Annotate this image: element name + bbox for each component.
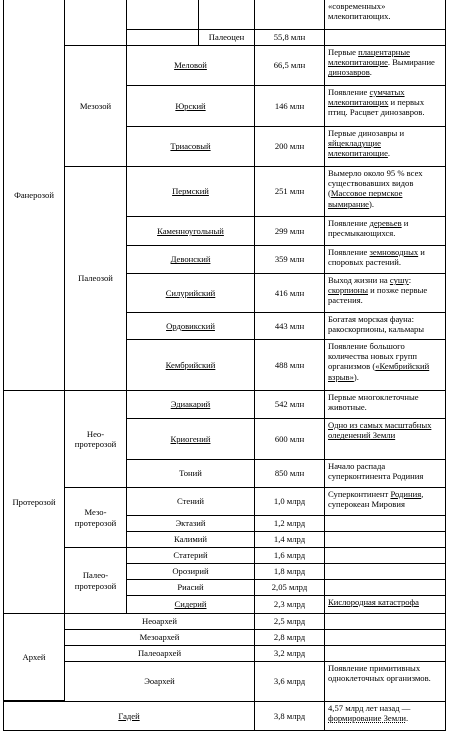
age-cell bbox=[254, 531, 324, 547]
description-cell bbox=[324, 595, 446, 613]
description-text bbox=[328, 275, 443, 306]
description-fragment: Массовое пермское вымирание bbox=[328, 188, 403, 209]
description-fragment: Появление примитивных одноклеточных организмов. bbox=[328, 663, 431, 684]
age-cell bbox=[254, 613, 324, 629]
description-text bbox=[328, 47, 443, 78]
era-cell bbox=[64, 45, 126, 166]
age-cell bbox=[254, 85, 324, 126]
description-fragment: Одно из самых масштабных bbox=[328, 420, 432, 430]
age-value: 443 млн bbox=[274, 320, 305, 331]
description-text bbox=[328, 314, 443, 334]
system-cell bbox=[126, 487, 254, 515]
age-value: 359 млн bbox=[274, 254, 305, 265]
description-cell bbox=[324, 166, 446, 216]
age-cell bbox=[254, 0, 324, 29]
description-cell bbox=[324, 645, 446, 661]
description-fragment: деревьев bbox=[369, 218, 402, 228]
eon-cell bbox=[3, 0, 64, 390]
age-cell bbox=[254, 339, 324, 390]
description-fragment: Кислородная катастрофа bbox=[328, 597, 419, 607]
description-cell bbox=[324, 547, 446, 563]
age-cell bbox=[254, 245, 324, 273]
description-text bbox=[328, 663, 443, 683]
era-label: Мезозой bbox=[79, 100, 112, 111]
system-label: Юрский bbox=[175, 100, 206, 111]
system-label: Неоархей bbox=[142, 616, 177, 627]
age-value: 299 млн bbox=[274, 225, 305, 236]
era-label: Нео- протерозой bbox=[74, 428, 117, 449]
age-value: 3,8 млрд bbox=[273, 710, 306, 721]
description-fragment: скорпионы bbox=[328, 285, 369, 296]
system-cell bbox=[3, 701, 254, 731]
eon-label: Протерозой bbox=[12, 496, 56, 507]
description-cell bbox=[324, 216, 446, 245]
system-label: Эктазий bbox=[175, 518, 206, 529]
description-fragment: оледенений bbox=[328, 430, 371, 441]
system-label: Кембрийский bbox=[165, 359, 216, 370]
description-cell bbox=[324, 0, 446, 29]
age-cell bbox=[254, 29, 324, 45]
system-cell bbox=[64, 645, 254, 661]
age-value: 146 млн bbox=[274, 100, 305, 111]
system-label: Триасовый bbox=[170, 141, 211, 152]
system-label: Пермский bbox=[172, 186, 209, 197]
description-text bbox=[328, 168, 443, 209]
era-label: Палеозой bbox=[78, 273, 113, 284]
description-fragment: яйцекладущие млекопитающие bbox=[328, 138, 388, 159]
age-value: 1,6 млрд bbox=[273, 550, 306, 561]
description-text bbox=[328, 341, 443, 382]
description-fragment: ). bbox=[369, 198, 375, 209]
age-cell bbox=[254, 418, 324, 459]
description-text bbox=[328, 461, 443, 481]
description-text bbox=[328, 87, 443, 118]
system-cell bbox=[126, 547, 254, 563]
description-fragment: Земли bbox=[370, 430, 396, 441]
eon-label: Фанерозой bbox=[14, 189, 54, 200]
age-value: 2,8 млрд bbox=[273, 632, 306, 643]
age-cell bbox=[254, 595, 324, 613]
system-cell bbox=[126, 166, 254, 216]
age-value: 1,8 млрд bbox=[273, 566, 306, 577]
description-fragment: Первые многоклеточные животные. bbox=[328, 392, 419, 413]
age-value: 1,0 млрд bbox=[273, 496, 306, 507]
description-cell bbox=[324, 339, 446, 390]
description-cell bbox=[324, 487, 446, 515]
age-value: 200 млн bbox=[274, 141, 305, 152]
eon-cell bbox=[3, 613, 64, 701]
eon-label: Архей bbox=[22, 651, 46, 662]
system-cell bbox=[64, 629, 254, 645]
epoch-cell bbox=[126, 0, 198, 29]
description-text bbox=[328, 597, 419, 607]
description-text bbox=[328, 128, 443, 159]
description-fragment: формирование Земли bbox=[328, 713, 407, 724]
age-cell bbox=[254, 312, 324, 339]
description-cell bbox=[324, 45, 446, 85]
age-cell bbox=[254, 563, 324, 579]
description-text bbox=[328, 489, 443, 509]
age-cell bbox=[254, 645, 324, 661]
system-cell bbox=[64, 613, 254, 629]
system-label: Палеоархей bbox=[137, 648, 182, 659]
age-cell bbox=[254, 515, 324, 531]
description-fragment: динозавров bbox=[328, 67, 370, 78]
age-value: 488 млн bbox=[274, 359, 305, 370]
age-value: 2,05 млрд bbox=[271, 582, 308, 593]
age-cell bbox=[254, 701, 324, 731]
system-label: Тоний bbox=[179, 468, 202, 479]
era-cell bbox=[64, 487, 126, 547]
system-cell bbox=[126, 245, 254, 273]
age-cell bbox=[254, 216, 324, 245]
description-text bbox=[328, 420, 443, 440]
system-label: Сидерий bbox=[174, 599, 207, 610]
age-value: 2,3 млрд bbox=[273, 599, 306, 610]
system-cell bbox=[126, 273, 254, 312]
description-fragment: земноводных bbox=[369, 247, 419, 257]
description-cell bbox=[324, 613, 446, 629]
description-cell bbox=[324, 312, 446, 339]
description-cell bbox=[324, 661, 446, 701]
description-cell bbox=[324, 531, 446, 547]
description-cell bbox=[324, 418, 446, 459]
age-cell bbox=[254, 126, 324, 166]
description-cell bbox=[324, 85, 446, 126]
system-label: Силурийский bbox=[165, 287, 216, 298]
description-fragment: и первых птиц. Расцвет динозавров. bbox=[328, 97, 425, 118]
age-value: 850 млн bbox=[274, 468, 305, 479]
system-cell bbox=[126, 515, 254, 531]
system-label: Каменноугольный bbox=[157, 225, 224, 236]
system-cell bbox=[126, 595, 254, 613]
age-cell bbox=[254, 390, 324, 418]
era-label: Мезо- протерозой bbox=[74, 507, 117, 528]
system-label: Эдиакарий bbox=[170, 399, 211, 410]
description-fragment: и споровых растений. bbox=[328, 247, 425, 268]
era-cell bbox=[64, 547, 126, 613]
description-fragment: Первые bbox=[328, 47, 359, 57]
system-cell bbox=[126, 339, 254, 390]
description-cell bbox=[324, 245, 446, 273]
eon-cell bbox=[3, 390, 64, 613]
age-cell bbox=[254, 487, 324, 515]
system-cell bbox=[64, 661, 254, 701]
system-label: Мезоархей bbox=[139, 632, 180, 643]
age-cell bbox=[254, 661, 324, 701]
system-cell bbox=[126, 312, 254, 339]
description-fragment: Появление bbox=[328, 218, 370, 228]
description-fragment: Появление bbox=[328, 247, 370, 257]
age-value: 1,4 млрд bbox=[273, 534, 306, 545]
system-cell bbox=[126, 390, 254, 418]
age-value: 3,6 млрд bbox=[273, 676, 306, 687]
description-fragment: Вымерло около 95 % всех существовавших видов ( bbox=[328, 168, 423, 199]
description-cell bbox=[324, 459, 446, 487]
system-cell bbox=[198, 29, 254, 45]
description-text bbox=[328, 218, 443, 238]
description-text bbox=[328, 703, 443, 723]
description-fragment: Первые динозавры и bbox=[328, 128, 405, 138]
description-fragment: . bbox=[369, 67, 372, 78]
system-label: Девонский bbox=[170, 254, 211, 265]
description-cell bbox=[324, 629, 446, 645]
epoch-cell bbox=[126, 29, 198, 45]
age-cell bbox=[254, 547, 324, 563]
system-cell bbox=[126, 459, 254, 487]
system-cell bbox=[126, 216, 254, 245]
system-cell bbox=[126, 418, 254, 459]
system-label: Риасий bbox=[177, 582, 204, 593]
system-cell bbox=[126, 45, 254, 85]
description-fragment: и позже первые растения. bbox=[328, 285, 428, 306]
era-cell bbox=[64, 390, 126, 487]
description-cell bbox=[324, 29, 446, 45]
system-label: Орозирий bbox=[172, 566, 209, 577]
description-fragment: Появление большого количества новых групп организмов ( bbox=[328, 341, 418, 372]
system-cell bbox=[126, 563, 254, 579]
age-cell bbox=[254, 579, 324, 595]
description-fragment: и пресмыкающихся. bbox=[328, 218, 409, 239]
description-fragment: Выход жизни на bbox=[328, 275, 390, 285]
age-value: 251 млн bbox=[274, 186, 305, 197]
description-fragment: 4,57 млрд лет назад — bbox=[328, 703, 411, 713]
system-cell bbox=[126, 531, 254, 547]
description-fragment: . Вымирание bbox=[387, 57, 435, 68]
age-cell bbox=[254, 273, 324, 312]
description-cell bbox=[324, 701, 446, 731]
description-fragment: «Кембрийский взрыв» bbox=[328, 361, 430, 382]
description-cell bbox=[324, 563, 446, 579]
age-value: 3,2 млрд bbox=[273, 648, 306, 659]
era-cell bbox=[64, 0, 126, 45]
description-fragment: . bbox=[387, 148, 391, 159]
description-fragment: Появление bbox=[328, 87, 370, 97]
description-fragment: «современных» млекопитающих. bbox=[328, 1, 391, 22]
age-value: 600 млн bbox=[274, 433, 305, 444]
description-fragment: Богатая морская фауна: ракоскорпионы, кальмары bbox=[328, 314, 425, 335]
description-cell bbox=[324, 579, 446, 595]
description-text bbox=[328, 1, 443, 21]
age-value: 66,5 млн bbox=[273, 60, 306, 71]
system-cell bbox=[126, 85, 254, 126]
description-fragment: ). bbox=[353, 371, 359, 382]
system-label: Гадей bbox=[118, 710, 140, 721]
age-cell bbox=[254, 45, 324, 85]
system-label: Эоархей bbox=[144, 676, 175, 687]
description-fragment: Родиния bbox=[390, 489, 422, 499]
age-value: 2,5 млрд bbox=[273, 616, 306, 627]
description-fragment: , суперокеан Мировия bbox=[328, 489, 424, 510]
description-cell bbox=[324, 273, 446, 312]
description-fragment: сушу bbox=[389, 275, 409, 285]
system-label: Стений bbox=[177, 496, 204, 507]
age-value: 542 млн bbox=[274, 399, 305, 410]
system-label: Калимий bbox=[173, 534, 208, 545]
description-cell bbox=[324, 515, 446, 531]
age-cell bbox=[254, 166, 324, 216]
description-cell bbox=[324, 126, 446, 166]
system-cell bbox=[126, 126, 254, 166]
age-value: 1,2 млрд bbox=[273, 518, 306, 529]
description-fragment: : bbox=[408, 275, 412, 285]
description-text bbox=[328, 392, 443, 412]
system-label: Криогений bbox=[170, 433, 211, 444]
era-label: Палео- протерозой bbox=[74, 570, 117, 591]
system-cell bbox=[126, 579, 254, 595]
system-label: Ордовикский bbox=[166, 320, 215, 331]
description-fragment: сумчатых млекопитающих bbox=[328, 87, 405, 108]
age-value: 55,8 млн bbox=[273, 32, 306, 43]
description-text bbox=[328, 247, 443, 267]
description-fragment: . bbox=[406, 713, 409, 724]
description-fragment: плацентарные млекопитающие bbox=[328, 47, 410, 68]
era-cell bbox=[64, 166, 126, 390]
description-cell bbox=[324, 390, 446, 418]
description-fragment: Начало распада суперконтинента Родиния bbox=[328, 461, 424, 482]
age-value: 416 млн bbox=[274, 287, 305, 298]
system-cell bbox=[198, 0, 254, 29]
system-label: Меловой bbox=[174, 60, 207, 71]
age-cell bbox=[254, 459, 324, 487]
description-fragment: Суперконтинент bbox=[328, 489, 391, 499]
age-cell bbox=[254, 629, 324, 645]
system-label: Статерий bbox=[173, 550, 208, 561]
system-label: Палеоцен bbox=[208, 32, 245, 43]
